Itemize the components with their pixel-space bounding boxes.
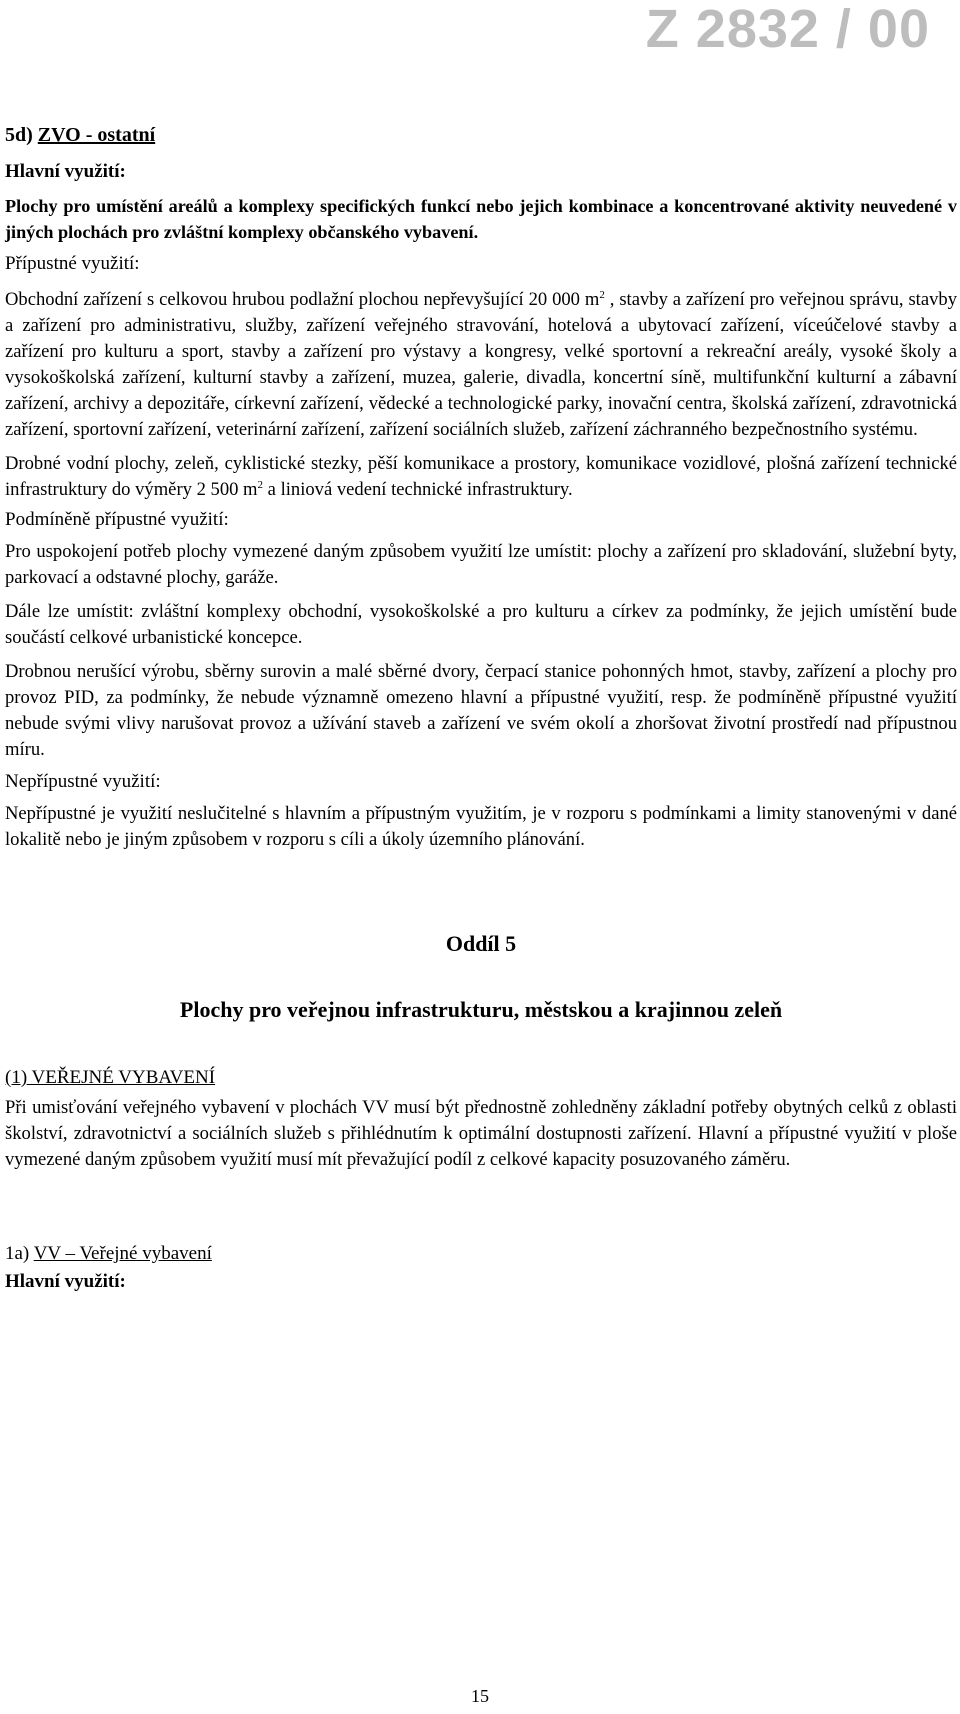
page-number: 15 bbox=[471, 1686, 489, 1706]
conditional-use-paragraph-2: Dále lze umístit: zvláštní komplexy obchodní, vysokoškolské a pro kulturu a církev za podmínky, že jejich umístění bude součástí celkové urbanistické koncepce. bbox=[5, 601, 957, 648]
section-1a-heading bbox=[5, 1243, 957, 1265]
permitted-use-label: Přípustné využití: bbox=[5, 253, 140, 274]
permitted-use-paragraph-2 bbox=[5, 451, 957, 503]
conditional-use-paragraph-3: Drobnou nerušící výrobu, sběrny surovin a malé sběrné dvory, čerpací stanice pohonných hmot, stavby, zařízení a plochy pro provoz PID, za podmínky, že nebude významně omezeno hlavní a přípustné využití, resp. že podmíněně přípustné využití nebude svými vlivy narušovat provoz a užívání staveb a zařízení ve svém okolí a zhoršovat životní prostředí nad přípustnou míru. bbox=[5, 661, 957, 760]
permitted-p1-text-b: , stavby a zařízení pro veřejnou správu, stavby a zařízení pro administrativu, služby, zařízení veřejného stravování, hotelová a ubytovací zařízení, víceúčelové stavby a zařízení pro kulturu a sport, stavby a zařízení pro výstavy a kongresy, velké sportovní a rekreační areály, vysoké školy a vysokoškolská zařízení, kulturní stavby a zařízení, muzea, galerie, divadla, koncertní síně, multifunkční kulturní a zábavní zařízení, archivy a depozitáře, církevní zařízení, vědecké a technologické parky, inovační centra, školská zařízení, zdravotnická zařízení, sportovní zařízení, veterinární zařízení, zařízení sociálních služeb, zařízení záchranného bezpečnostního systému. bbox=[5, 289, 957, 440]
document-code: Z 2832 / 00 bbox=[645, 0, 930, 59]
main-use-text: Plochy pro umístění areálů a komplexy specifických funkcí nebo jejich kombinace a koncentrované aktivity neuvedené v jiných plochách pro zvláštní komplexy občanského vybavení. bbox=[5, 196, 957, 242]
section-1a-main-use-label: Hlavní využití: bbox=[5, 1271, 126, 1292]
division-title: Oddíl 5 bbox=[445, 931, 517, 956]
conditional-use-label: Podmíněně přípustné využití: bbox=[5, 509, 229, 530]
section-1-text: Při umisťování veřejného vybavení v plochách VV musí být přednostně zohledněny základní potřeby obytných celků z oblasti školství, zdravotnictví a sociálních služeb s přihlédnutím k optimální dostupnosti zařízení. Hlavní a přípustné využití v ploše vymezené daným způsobem využití musí mít převažující podíl z celkové kapacity posuzovaného záměru. bbox=[5, 1097, 957, 1170]
section-5d-heading bbox=[5, 124, 957, 147]
main-use-label: Hlavní využití: bbox=[5, 161, 126, 182]
permitted-p1-text-a: Obchodní zařízení s celkovou hrubou podlažní plochou nepřevyšující 20 000 m bbox=[5, 289, 600, 310]
forbidden-use-text: Nepřípustné je využití neslučitelné s hlavním a přípustným využitím, je v rozporu s podmínkami a limity stanovenými v dané lokalitě nebo je jiným způsobem v rozporu s cíli a úkoly územního plánování. bbox=[5, 803, 957, 850]
page-content bbox=[5, 118, 957, 1299]
permitted-p2-superscript: 2 bbox=[257, 478, 264, 491]
permitted-p2-text-a: Drobné vodní plochy, zeleň, cyklistické stezky, pěší komunikace a prostory, komunikace vozidlové, plošná zařízení technické infrastruktury do výměry 2 500 m bbox=[5, 453, 957, 500]
section-1a-title: VV – Veřejné vybavení bbox=[33, 1243, 212, 1264]
section-5d-title: ZVO - ostatní bbox=[37, 124, 156, 146]
section-1a-prefix: 1a) bbox=[5, 1243, 30, 1264]
permitted-p1-superscript: 2 bbox=[599, 288, 605, 301]
conditional-use-paragraph-1: Pro uspokojení potřeb plochy vymezené daným způsobem využití lze umístit: plochy a zařízení pro skladování, služební byty, parkovací a odstavné plochy, garáže. bbox=[5, 541, 957, 588]
permitted-use-paragraph-1 bbox=[5, 287, 957, 443]
division-subtitle: Plochy pro veřejnou infrastrukturu, městskou a krajinnou zeleň bbox=[179, 997, 783, 1022]
section-5d-prefix: 5d) bbox=[5, 124, 33, 146]
permitted-p2-text-b: a liniová vedení technické infrastruktury. bbox=[263, 479, 573, 500]
forbidden-use-label: Nepřípustné využití: bbox=[5, 771, 161, 792]
section-1-heading: (1) VEŘEJNÉ VYBAVENÍ bbox=[5, 1067, 216, 1088]
